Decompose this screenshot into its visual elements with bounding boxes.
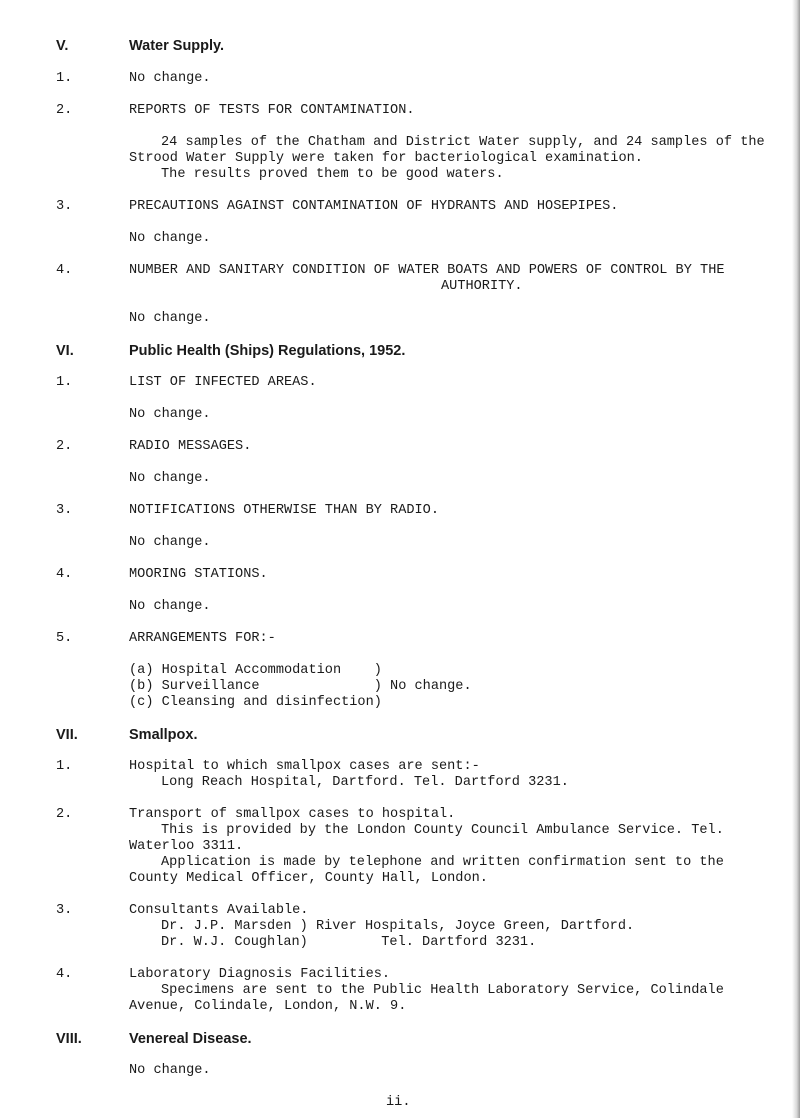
- section-vii-title: Smallpox.: [129, 727, 198, 743]
- section-v-number: V.: [56, 38, 69, 54]
- s6-item5-line-b: (b) Surveillance ) No change.: [129, 679, 472, 694]
- s5-item4-number: 4.: [56, 263, 73, 278]
- s6-item5-line-c: (c) Cleansing and disinfection): [129, 695, 382, 710]
- s7-item2-para-line2: Waterloo 3311.: [129, 839, 244, 854]
- section-vi-title: Public Health (Ships) Regulations, 1952.: [129, 343, 406, 359]
- s5-item4-heading-line1: NUMBER AND SANITARY CONDITION OF WATER BOATS AND POWERS OF CONTROL BY THE: [129, 263, 725, 278]
- s6-item1-text: No change.: [129, 407, 211, 422]
- s7-item2-number: 2.: [56, 807, 73, 822]
- s7-item2-para-line4: County Medical Officer, County Hall, London.: [129, 871, 488, 886]
- s5-item4-heading-line2: AUTHORITY.: [441, 279, 523, 294]
- s5-item2-number: 2.: [56, 103, 73, 118]
- s7-item1-line: Long Reach Hospital, Dartford. Tel. Dartford 3231.: [161, 775, 569, 790]
- s7-item2-para-line1: This is provided by the London County Council Ambulance Service. Tel.: [161, 823, 724, 838]
- s5-item3-heading: PRECAUTIONS AGAINST CONTAMINATION OF HYDRANTS AND HOSEPIPES.: [129, 199, 619, 214]
- s5-item3-text: No change.: [129, 231, 211, 246]
- s7-item3-line1: Dr. J.P. Marsden ) River Hospitals, Joyce Green, Dartford.: [161, 919, 635, 934]
- section-viii-number: VIII.: [56, 1031, 82, 1047]
- s6-item4-text: No change.: [129, 599, 211, 614]
- s6-item2-text: No change.: [129, 471, 211, 486]
- s5-item1-text: No change.: [129, 71, 211, 86]
- s6-item5-number: 5.: [56, 631, 73, 646]
- section-vi-number: VI.: [56, 343, 74, 359]
- s8-text: No change.: [129, 1063, 211, 1078]
- section-v-title: Water Supply.: [129, 38, 225, 54]
- s7-item2-para-line3: Application is made by telephone and written confirmation sent to the: [161, 855, 724, 870]
- s7-item4-para-line1: Specimens are sent to the Public Health Laboratory Service, Colindale: [161, 983, 724, 998]
- s6-item3-text: No change.: [129, 535, 211, 550]
- s6-item3-number: 3.: [56, 503, 73, 518]
- section-viii-title: Venereal Disease.: [129, 1031, 252, 1047]
- s6-item2-heading: RADIO MESSAGES.: [129, 439, 252, 454]
- s5-item2-para-line1: 24 samples of the Chatham and District Water supply, and 24 samples of the: [161, 135, 765, 150]
- s6-item1-heading: LIST OF INFECTED AREAS.: [129, 375, 317, 390]
- s7-item2-heading: Transport of smallpox cases to hospital.: [129, 807, 456, 822]
- s7-item3-line2: Dr. W.J. Coughlan) Tel. Dartford 3231.: [161, 935, 537, 950]
- s5-item1-number: 1.: [56, 71, 73, 86]
- page-number: ii.: [386, 1095, 411, 1110]
- s6-item5-heading: ARRANGEMENTS FOR:-: [129, 631, 276, 646]
- s6-item4-number: 4.: [56, 567, 73, 582]
- s6-item2-number: 2.: [56, 439, 73, 454]
- s7-item1-heading: Hospital to which smallpox cases are sent:-: [129, 759, 480, 774]
- s6-item4-heading: MOORING STATIONS.: [129, 567, 268, 582]
- s7-item3-heading: Consultants Available.: [129, 903, 309, 918]
- s5-item2-heading: REPORTS OF TESTS FOR CONTAMINATION.: [129, 103, 415, 118]
- s7-item4-heading: Laboratory Diagnosis Facilities.: [129, 967, 391, 982]
- s6-item3-heading: NOTIFICATIONS OTHERWISE THAN BY RADIO.: [129, 503, 439, 518]
- s6-item1-number: 1.: [56, 375, 73, 390]
- s5-item2-para-line2: Strood Water Supply were taken for bacteriological examination.: [129, 151, 643, 166]
- s5-item4-text: No change.: [129, 311, 211, 326]
- s7-item1-number: 1.: [56, 759, 73, 774]
- s6-item5-line-a: (a) Hospital Accommodation ): [129, 663, 382, 678]
- s7-item3-number: 3.: [56, 903, 73, 918]
- section-vii-number: VII.: [56, 727, 78, 743]
- page-edge-shadow: [792, 0, 800, 1118]
- s7-item4-number: 4.: [56, 967, 73, 982]
- s5-item2-para-line3: The results proved them to be good waters.: [161, 167, 504, 182]
- s7-item4-para-line2: Avenue, Colindale, London, N.W. 9.: [129, 999, 407, 1014]
- s5-item3-number: 3.: [56, 199, 73, 214]
